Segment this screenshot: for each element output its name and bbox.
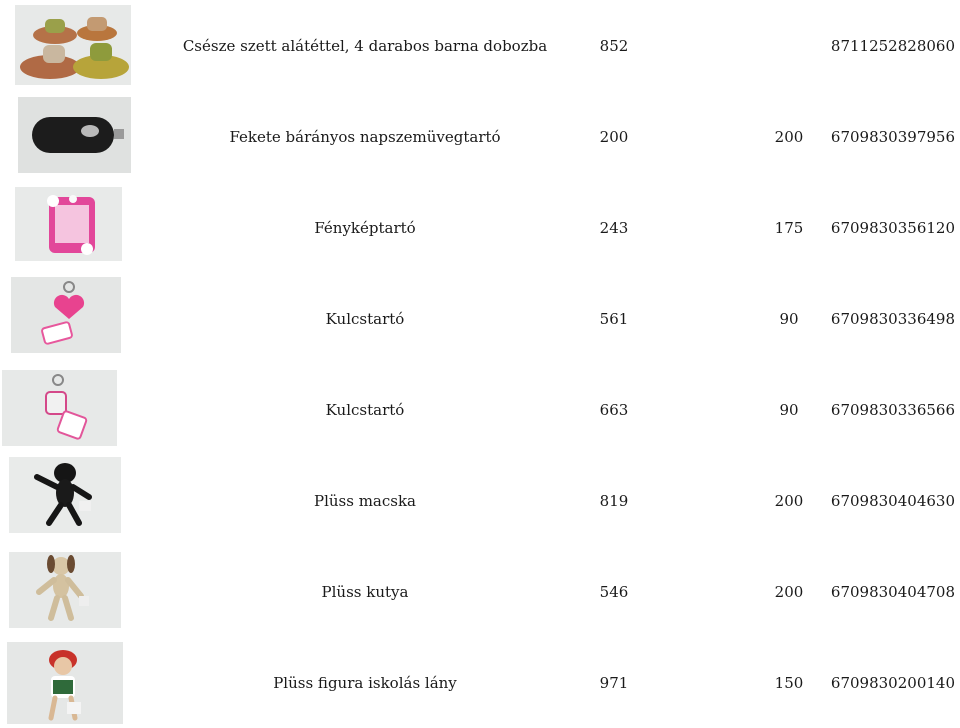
product-quantity: 971 [599,674,629,692]
product-row [0,364,960,455]
product-barcode: 6709830336498 [830,310,955,328]
product-row [0,182,960,273]
product-barcode: 6709830404708 [830,583,955,601]
photo-frame-image [15,187,122,261]
product-row [0,637,960,728]
product-name: Csésze szett alátéttel, 4 darabos barna dobozba [182,37,548,55]
product-price: 200 [774,128,804,146]
plush-girl-image [7,642,123,724]
product-name: Fényképtartó [314,219,416,237]
product-row [0,273,960,364]
product-price: 175 [774,219,804,237]
cup-set-image [15,5,131,85]
plush-cat-image [9,457,121,533]
product-barcode: 6709830336566 [830,401,955,419]
product-name: Fekete bárányos napszemüvegtartó [229,128,501,146]
product-name: Plüss kutya [321,583,409,601]
product-barcode: 6709830397956 [830,128,955,146]
tag-keychain-image [2,370,117,446]
product-barcode: 6709830356120 [830,219,955,237]
product-price: 90 [779,310,799,328]
product-price: 90 [779,401,799,419]
product-name: Plüss figura iskolás lány [273,674,457,692]
product-quantity: 561 [599,310,629,328]
product-quantity: 852 [599,37,629,55]
product-row [0,546,960,637]
product-quantity: 663 [599,401,629,419]
product-quantity: 243 [599,219,629,237]
product-barcode: 6709830200140 [830,674,955,692]
product-quantity: 546 [599,583,629,601]
product-name: Plüss macska [313,492,416,510]
product-barcode: 8711252828060 [830,37,955,55]
product-barcode: 6709830404630 [830,492,955,510]
product-row [0,455,960,546]
product-price: 200 [774,583,804,601]
plush-dog-image [9,552,121,628]
product-name: Kulcstartó [325,310,405,328]
product-name: Kulcstartó [325,401,405,419]
product-quantity: 819 [599,492,629,510]
product-quantity: 200 [599,128,629,146]
product-price: 200 [774,492,804,510]
glasses-case-image [18,97,131,173]
product-price: 150 [774,674,804,692]
heart-keychain-image [11,277,121,353]
product-row [0,91,960,182]
product-row [0,0,960,91]
